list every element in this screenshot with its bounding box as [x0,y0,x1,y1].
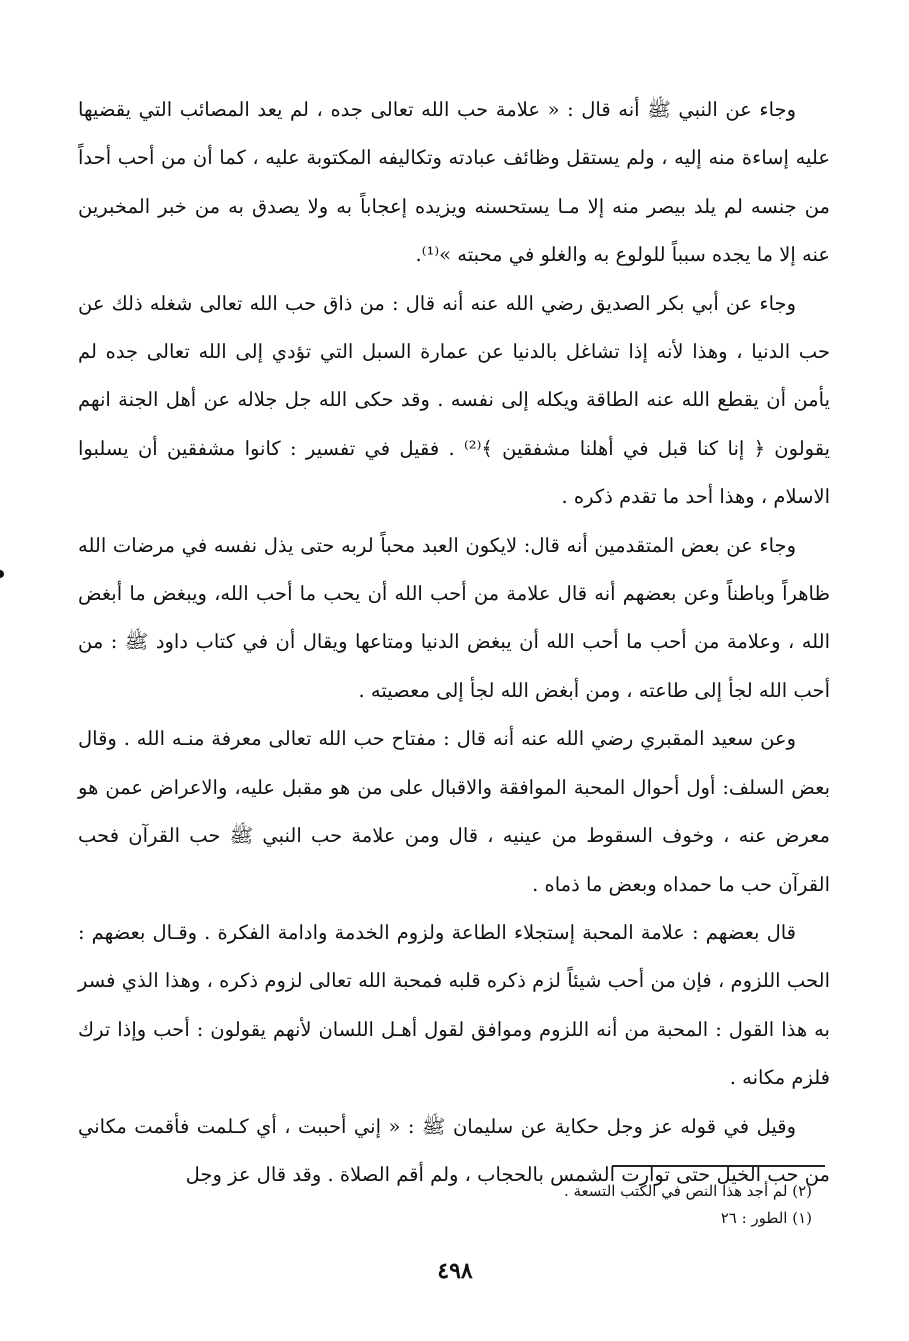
footnotes [300,1178,812,1232]
page-number: ٤٩٨ [437,1258,473,1284]
paragraph-5: قال بعضهم : علامة المحبة إستجلاء الطاعة ولزوم الخدمة وادامة الفكرة . وقـال بعضهم : الحب اللزوم ، فإن من أحب شيئاً لزم ذكره قلبه فمحبة الله تعالى لزوم ذكره ، وهذا الذي فسر به هذا القول : المحبة من أنه اللزوم وموافق لقول أهـل اللسان لأنهم يقولون : أحب وإذا ترك فلزم مكانه . [78,920,830,1090]
footnote-2: (٢) لم أجد هذا النص في الكتب التسعة . [563,1182,812,1200]
scan-edge-mark [0,570,4,578]
paragraph-6: وقيل في قوله عز وجل حكاية عن سليمان ﷺ : « إني أحببت ، أي كـلمت فأقمت مكاني من حب الخيل حتى توارت الشمس بالحجاب ، ولم أقم الصلاة . وقد قال عز وجل [78,1114,830,1186]
paragraph-2: وجاء عن أبي بكر الصديق رضي الله عنه أنه قال : من ذاق حب الله تعالى شغله ذلك عن حب الدنيا ، وهذا لأنه إذا تشاغل بالدنيا عن عمارة السبل التي تؤدي إلى الله تعالى جده لم يأمن أن يقطع الله عنه الطاقة ويكله إلى نفسه . وقد حكى الله جل جلاله عن أهل الجنة انهم يقولون ﴿ إنا كنا قبل في أهلنا مشفقين ﴾⁽²⁾ . فقيل في تفسير : كانوا مشفقين أن يسلبوا الاسلام ، وهذا أحد ما تقدم ذكره . [78,291,830,509]
paragraph-3: وجاء عن بعض المتقدمين أنه قال: لايكون العبد محباً لربه حتى يذل نفسه في مرضات الله ظاهراً وباطناً وعن بعضهم أنه قال علامة من أحب الله أن يحب ما أحب الله، ويبغض ما أبغض الله ، وعلامة من أحب ما أحب الله أن يبغض الدنيا ومتاعها ويقال أن في كتاب داود ﷺ : من أحب الله لجأ إلى طاعته ، ومن أبغض الله لجأ إلى معصيته . [78,533,830,702]
paragraph-4: وعن سعيد المقبري رضي الله عنه أنه قال : مفتاح حب الله تعالى معرفة منـه الله . وقال بعض السلف: أول أحوال المحبة الموافقة والاقبال على من هو مقبل عليه، والاعراض عمن هو معرض عنه ، وخوف السقوط من عينيه ، قال ومن علامة حب النبي ﷺ حب القرآن فحب القرآن حب ما حمداه وبعض ما ذماه . [78,727,830,896]
main-text-block [78,86,830,1199]
footnote-1: (١) الطور : ٢٦ [720,1209,812,1227]
paragraph-1: وجاء عن النبي ﷺ أنه قال : « علامة حب الله تعالى جده ، لم يعد المصائب التي يقضيها عليه إساءة منه إليه ، ولم يستقل وظائف عبادته وتكاليفه المكتوبة عليه ، كما أن من أحب أحداً من جنسه لم يلد بيصر منه إلا مـا يستحسنه ويزيده إعجاباً به ولا يصدق به من خبر المخبرين عنه إلا ما يجده سبباً للولوع به والغلو في محبته »⁽¹⁾. [78,98,830,267]
footnote-separator [612,1165,825,1167]
